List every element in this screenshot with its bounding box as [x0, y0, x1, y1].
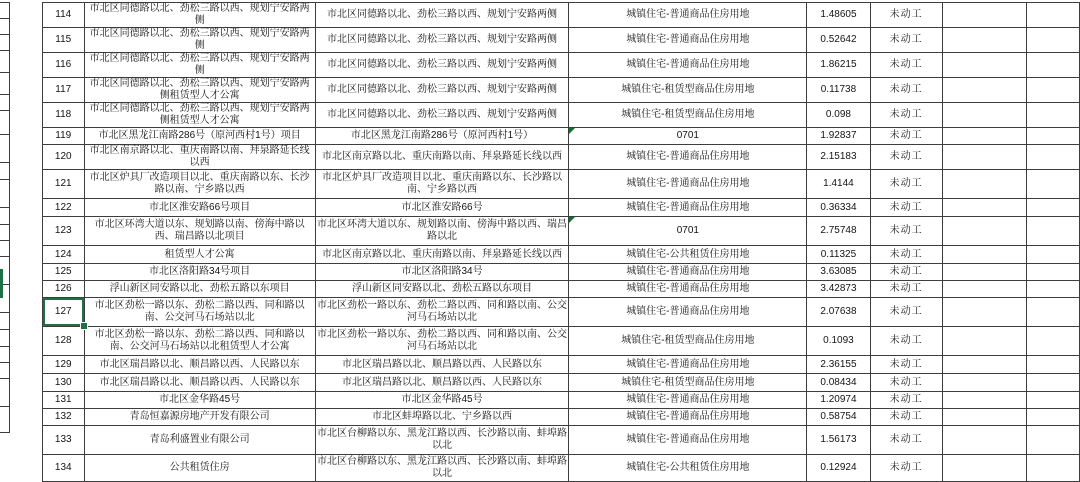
- location-cell[interactable]: 市北区同德路以北、劲松三路以西、规划宁安路两侧: [315, 53, 569, 78]
- seq-cell[interactable]: 116: [43, 53, 85, 78]
- land-use-cell[interactable]: 城镇住宅-租赁型商品住房用地: [569, 103, 807, 128]
- location-cell[interactable]: 市北区同德路以北、劲松三路以西、规划宁安路两侧: [315, 28, 569, 53]
- area-cell[interactable]: 0.11738: [807, 78, 870, 103]
- empty-cell-2[interactable]: [1026, 264, 1079, 281]
- table-row: [43, 246, 1080, 264]
- status-cell[interactable]: 未动工: [870, 264, 942, 281]
- location-cell[interactable]: 市北区瑞昌路以北、顺昌路以西、人民路以东: [315, 374, 569, 392]
- edge-grid-row: [0, 3, 9, 19]
- seq-cell[interactable]: 130: [43, 374, 85, 392]
- empty-cell-1[interactable]: [942, 264, 1026, 281]
- land-use-cell[interactable]: 城镇住宅-公共租赁住房用地: [569, 455, 807, 482]
- table-row: [43, 374, 1080, 392]
- status-cell[interactable]: 未动工: [870, 246, 942, 264]
- location-cell[interactable]: 市北区劲松一路以东、劲松二路以西、同和路以南、公交河马石场站以北: [315, 327, 569, 356]
- status-cell[interactable]: 未动工: [870, 170, 942, 199]
- empty-cell-1[interactable]: [942, 426, 1026, 455]
- area-cell[interactable]: 0.58754: [807, 409, 870, 426]
- seq-cell[interactable]: 123: [43, 217, 85, 246]
- status-cell[interactable]: 未动工: [870, 374, 942, 392]
- empty-cell-1[interactable]: [942, 327, 1026, 356]
- location-cell[interactable]: 市北区同德路以北、劲松三路以西、规划宁安路两侧: [315, 103, 569, 128]
- empty-cell-1[interactable]: [942, 246, 1026, 264]
- table-row: [43, 426, 1080, 455]
- project-cell[interactable]: 市北区黑龙江南路286号（原河西村1号）项目: [84, 128, 315, 145]
- area-cell[interactable]: 2.75748: [807, 217, 870, 246]
- status-cell[interactable]: 未动工: [870, 199, 942, 217]
- table-row: [43, 356, 1080, 374]
- error-indicator-triangle: [569, 217, 575, 223]
- area-cell[interactable]: 2.07638: [807, 298, 870, 327]
- project-cell[interactable]: 市北区同德路以北、劲松三路以西、规划宁安路两侧租赁型人才公寓: [84, 103, 315, 128]
- location-cell[interactable]: 市北区南京路以北、重庆南路以南、拜泉路延长线以西: [315, 145, 569, 170]
- land-use-cell[interactable]: 城镇住宅-普通商品住房用地: [569, 426, 807, 455]
- status-cell[interactable]: 未动工: [870, 103, 942, 128]
- table-row: [43, 281, 1080, 298]
- empty-cell-1[interactable]: [942, 455, 1026, 482]
- empty-cell-2[interactable]: [1026, 455, 1079, 482]
- project-cell[interactable]: 公共租赁住房: [84, 455, 315, 482]
- edge-grid-row: [0, 73, 9, 95]
- seq-cell[interactable]: 129: [43, 356, 85, 374]
- location-cell[interactable]: 市北区洛阳路34号: [315, 264, 569, 281]
- empty-cell-2[interactable]: [1026, 128, 1079, 145]
- selected-row-indicator: [0, 269, 3, 298]
- project-cell[interactable]: 市北区炉具厂改造项目以北、重庆南路以东、长沙路以南、宁乡路以西: [84, 170, 315, 199]
- empty-cell-1[interactable]: [942, 217, 1026, 246]
- empty-cell-1[interactable]: [942, 356, 1026, 374]
- empty-cell-2[interactable]: [1026, 145, 1079, 170]
- edge-grid-row: [0, 330, 9, 347]
- empty-cell-2[interactable]: [1026, 103, 1079, 128]
- project-cell[interactable]: 市北区劲松一路以东、劲松二路以西、同和路以南、公交河马石场站以北租赁型人才公寓: [84, 327, 315, 356]
- area-cell[interactable]: 1.4144: [807, 170, 870, 199]
- edge-grid-row: [0, 313, 9, 330]
- empty-cell-2[interactable]: [1026, 281, 1079, 298]
- area-cell[interactable]: 0.08434: [807, 374, 870, 392]
- empty-cell-1[interactable]: [942, 374, 1026, 392]
- location-cell[interactable]: 市北区环湾大道以东、规划路以南、傍海中路以西、瑞昌路以北: [315, 217, 569, 246]
- project-cell[interactable]: 市北区同德路以北、劲松三路以西、规划宁安路两侧: [84, 3, 315, 28]
- land-use-cell[interactable]: 城镇住宅-普通商品住房用地: [569, 356, 807, 374]
- seq-cell[interactable]: 117: [43, 78, 85, 103]
- location-cell[interactable]: 市北区台柳路以东、黑龙江路以西、长沙路以南、蚌埠路以北: [315, 455, 569, 482]
- empty-cell-2[interactable]: [1026, 28, 1079, 53]
- empty-cell-1[interactable]: [942, 3, 1026, 28]
- empty-cell-2[interactable]: [1026, 246, 1079, 264]
- status-cell[interactable]: 未动工: [870, 53, 942, 78]
- project-cell[interactable]: 市北区同德路以北、劲松三路以西、规划宁安路两侧租赁型人才公寓: [84, 78, 315, 103]
- empty-cell-2[interactable]: [1026, 3, 1079, 28]
- seq-cell[interactable]: 119: [43, 128, 85, 145]
- edge-grid-row: [0, 180, 9, 208]
- status-cell[interactable]: 未动工: [870, 28, 942, 53]
- area-cell[interactable]: 0.52642: [807, 28, 870, 53]
- edge-grid-row: [0, 19, 9, 35]
- table-row: [43, 327, 1080, 356]
- location-cell[interactable]: 市北区劲松一路以东、劲松二路以西、同和路以南、公交河马石场站以北: [315, 298, 569, 327]
- project-cell[interactable]: 市北区环湾大道以东、规划路以南、傍海中路以西、瑞昌路以北项目: [84, 217, 315, 246]
- project-cell[interactable]: 市北区金华路45号: [84, 392, 315, 409]
- seq-cell[interactable]: 126: [43, 281, 85, 298]
- land-use-cell[interactable]: 城镇住宅-普通商品住房用地: [569, 28, 807, 53]
- error-indicator-triangle: [569, 128, 575, 134]
- status-cell[interactable]: 未动工: [870, 78, 942, 103]
- location-cell[interactable]: 市北区淮安路66号: [315, 199, 569, 217]
- location-cell[interactable]: 市北区黑龙江南路286号（原河西村1号）: [315, 128, 569, 145]
- edge-grid-row: [0, 347, 9, 363]
- empty-cell-2[interactable]: [1026, 170, 1079, 199]
- land-use-cell[interactable]: 0701: [569, 128, 807, 145]
- left-edge-gridlines: [0, 2, 10, 433]
- empty-cell-1[interactable]: [942, 170, 1026, 199]
- area-cell[interactable]: 0.12924: [807, 455, 870, 482]
- status-cell[interactable]: 未动工: [870, 409, 942, 426]
- edge-grid-row: [0, 225, 9, 241]
- fill-handle[interactable]: [80, 322, 88, 330]
- status-cell[interactable]: 未动工: [870, 455, 942, 482]
- project-cell[interactable]: 浮山新区同安路以北、劲松五路以东项目: [84, 281, 315, 298]
- area-cell[interactable]: 2.36155: [807, 356, 870, 374]
- seq-cell[interactable]: 131: [43, 392, 85, 409]
- seq-cell[interactable]: 121: [43, 170, 85, 199]
- area-cell[interactable]: 1.92837: [807, 128, 870, 145]
- empty-cell-2[interactable]: [1026, 426, 1079, 455]
- empty-cell-1[interactable]: [942, 78, 1026, 103]
- table-row: [43, 28, 1080, 53]
- seq-cell[interactable]: 134: [43, 455, 85, 482]
- land-use-cell[interactable]: 城镇住宅-普通商品住房用地: [569, 298, 807, 327]
- land-use-cell[interactable]: 城镇住宅-普通商品住房用地: [569, 281, 807, 298]
- table-row: [43, 217, 1080, 246]
- table-row: [43, 264, 1080, 281]
- empty-cell-1[interactable]: [942, 28, 1026, 53]
- table-row: [43, 3, 1080, 28]
- status-cell[interactable]: 未动工: [870, 426, 942, 455]
- land-use-cell[interactable]: 城镇住宅-普通商品住房用地: [569, 145, 807, 170]
- edge-grid-row: [0, 241, 9, 257]
- status-cell[interactable]: 未动工: [870, 145, 942, 170]
- area-cell[interactable]: 2.15183: [807, 145, 870, 170]
- empty-cell-1[interactable]: [942, 392, 1026, 409]
- area-cell[interactable]: 0.36334: [807, 199, 870, 217]
- edge-grid-row: [0, 208, 9, 225]
- seq-cell[interactable]: 120: [43, 145, 85, 170]
- land-use-cell[interactable]: 城镇住宅-普通商品住房用地: [569, 392, 807, 409]
- seq-cell[interactable]: 114: [43, 3, 85, 28]
- project-cell[interactable]: 青岛利盛置业有限公司: [84, 426, 315, 455]
- seq-cell[interactable]: 132: [43, 409, 85, 426]
- empty-cell-1[interactable]: [942, 298, 1026, 327]
- seq-cell[interactable]: 118: [43, 103, 85, 128]
- table-row: [43, 298, 1080, 327]
- project-cell[interactable]: 青岛恒嘉源房地产开发有限公司: [84, 409, 315, 426]
- table-row: [43, 53, 1080, 78]
- status-cell[interactable]: 未动工: [870, 298, 942, 327]
- location-cell[interactable]: 市北区同德路以北、劲松三路以西、规划宁安路两侧: [315, 3, 569, 28]
- location-cell[interactable]: 市北区南京路以北、重庆南路以南、拜泉路延长线以西: [315, 246, 569, 264]
- table-row: [43, 145, 1080, 170]
- land-supply-table: [42, 2, 1080, 482]
- empty-cell-2[interactable]: [1026, 327, 1079, 356]
- empty-cell-1[interactable]: [942, 128, 1026, 145]
- area-cell[interactable]: 3.63085: [807, 264, 870, 281]
- land-use-cell[interactable]: 城镇住宅-租赁型商品住房用地: [569, 327, 807, 356]
- empty-cell-1[interactable]: [942, 103, 1026, 128]
- location-cell[interactable]: 市北区台柳路以东、黑龙江路以西、长沙路以南、蚌埠路以北: [315, 426, 569, 455]
- seq-cell[interactable]: 122: [43, 199, 85, 217]
- table-row: [43, 170, 1080, 199]
- seq-cell[interactable]: 128: [43, 327, 85, 356]
- location-cell[interactable]: 市北区蚌埠路以北、宁乡路以西: [315, 409, 569, 426]
- project-cell[interactable]: 租赁型人才公寓: [84, 246, 315, 264]
- table-row: [43, 392, 1080, 409]
- edge-grid-row: [0, 407, 9, 433]
- empty-cell-2[interactable]: [1026, 409, 1079, 426]
- table-row: [43, 409, 1080, 426]
- project-cell[interactable]: 市北区瑞昌路以北、顺昌路以西、人民路以东: [84, 374, 315, 392]
- edge-grid-row: [0, 379, 9, 407]
- land-use-cell[interactable]: 城镇住宅-普通商品住房用地: [569, 170, 807, 199]
- area-cell[interactable]: 1.56173: [807, 426, 870, 455]
- land-use-cell[interactable]: 城镇住宅-普通商品住房用地: [569, 199, 807, 217]
- seq-cell[interactable]: 124: [43, 246, 85, 264]
- project-cell[interactable]: 市北区洛阳路34号项目: [84, 264, 315, 281]
- land-use-cell[interactable]: 城镇住宅-普通商品住房用地: [569, 3, 807, 28]
- project-cell[interactable]: 市北区瑞昌路以北、顺昌路以西、人民路以东: [84, 356, 315, 374]
- land-use-cell[interactable]: 0701: [569, 217, 807, 246]
- edge-grid-row: [0, 95, 9, 111]
- status-cell[interactable]: 未动工: [870, 356, 942, 374]
- status-cell[interactable]: 未动工: [870, 392, 942, 409]
- area-cell[interactable]: 1.48605: [807, 3, 870, 28]
- project-cell[interactable]: 市北区同德路以北、劲松三路以西、规划宁安路两侧: [84, 53, 315, 78]
- seq-cell[interactable]: 133: [43, 426, 85, 455]
- area-cell[interactable]: 0.098: [807, 103, 870, 128]
- area-cell[interactable]: 0.11325: [807, 246, 870, 264]
- edge-grid-row: [0, 35, 9, 51]
- selected-cell[interactable]: 127: [43, 298, 85, 327]
- empty-cell-2[interactable]: [1026, 374, 1079, 392]
- empty-cell-2[interactable]: [1026, 78, 1079, 103]
- land-use-cell[interactable]: 城镇住宅-普通商品住房用地: [569, 409, 807, 426]
- edge-grid-row: [0, 111, 9, 135]
- area-cell[interactable]: 1.86215: [807, 53, 870, 78]
- table-row: [43, 78, 1080, 103]
- edge-grid-row: [0, 51, 9, 73]
- table-row: [43, 103, 1080, 128]
- project-cell[interactable]: 市北区劲松一路以东、劲松二路以西、同和路以南、公交河马石场站以北: [84, 298, 315, 327]
- location-cell[interactable]: 市北区瑞昌路以北、顺昌路以西、人民路以东: [315, 356, 569, 374]
- edge-grid-row: [0, 363, 9, 379]
- land-use-cell[interactable]: 城镇住宅-公共租赁住房用地: [569, 246, 807, 264]
- location-cell[interactable]: 市北区金华路45号: [315, 392, 569, 409]
- empty-cell-2[interactable]: [1026, 298, 1079, 327]
- land-use-cell[interactable]: 城镇住宅-租赁型商品住房用地: [569, 374, 807, 392]
- project-cell[interactable]: 市北区淮安路66号项目: [84, 199, 315, 217]
- empty-cell-2[interactable]: [1026, 217, 1079, 246]
- empty-cell-1[interactable]: [942, 53, 1026, 78]
- status-cell[interactable]: 未动工: [870, 281, 942, 298]
- status-cell[interactable]: 未动工: [870, 128, 942, 145]
- empty-cell-1[interactable]: [942, 199, 1026, 217]
- empty-cell-1[interactable]: [942, 409, 1026, 426]
- status-cell[interactable]: 未动工: [870, 3, 942, 28]
- table-row: [43, 128, 1080, 145]
- status-cell[interactable]: 未动工: [870, 217, 942, 246]
- area-cell[interactable]: 0.1093: [807, 327, 870, 356]
- empty-cell-2[interactable]: [1026, 199, 1079, 217]
- empty-cell-2[interactable]: [1026, 392, 1079, 409]
- status-cell[interactable]: 未动工: [870, 327, 942, 356]
- table-row: [43, 199, 1080, 217]
- land-use-cell[interactable]: 城镇住宅-租赁型商品住房用地: [569, 78, 807, 103]
- empty-cell-2[interactable]: [1026, 53, 1079, 78]
- table-row: [43, 455, 1080, 482]
- location-cell[interactable]: 市北区同德路以北、劲松三路以西、规划宁安路两侧: [315, 78, 569, 103]
- empty-cell-2[interactable]: [1026, 356, 1079, 374]
- area-cell[interactable]: 3.42873: [807, 281, 870, 298]
- location-cell[interactable]: 浮山新区同安路以北、劲松五路以东项目: [315, 281, 569, 298]
- land-use-cell[interactable]: 城镇住宅-普通商品住房用地: [569, 264, 807, 281]
- area-cell[interactable]: 1.20974: [807, 392, 870, 409]
- edge-grid-row: [0, 163, 9, 180]
- land-use-cell[interactable]: 城镇住宅-普通商品住房用地: [569, 53, 807, 78]
- empty-cell-1[interactable]: [942, 281, 1026, 298]
- location-cell[interactable]: 市北区炉具厂改造项目以北、重庆南路以东、长沙路以南、宁乡路以西: [315, 170, 569, 199]
- seq-cell[interactable]: 115: [43, 28, 85, 53]
- project-cell[interactable]: 市北区同德路以北、劲松三路以西、规划宁安路两侧: [84, 28, 315, 53]
- edge-grid-row: [0, 135, 9, 163]
- project-cell[interactable]: 市北区南京路以北、重庆南路以南、拜泉路延长线以西: [84, 145, 315, 170]
- empty-cell-1[interactable]: [942, 145, 1026, 170]
- seq-cell[interactable]: 125: [43, 264, 85, 281]
